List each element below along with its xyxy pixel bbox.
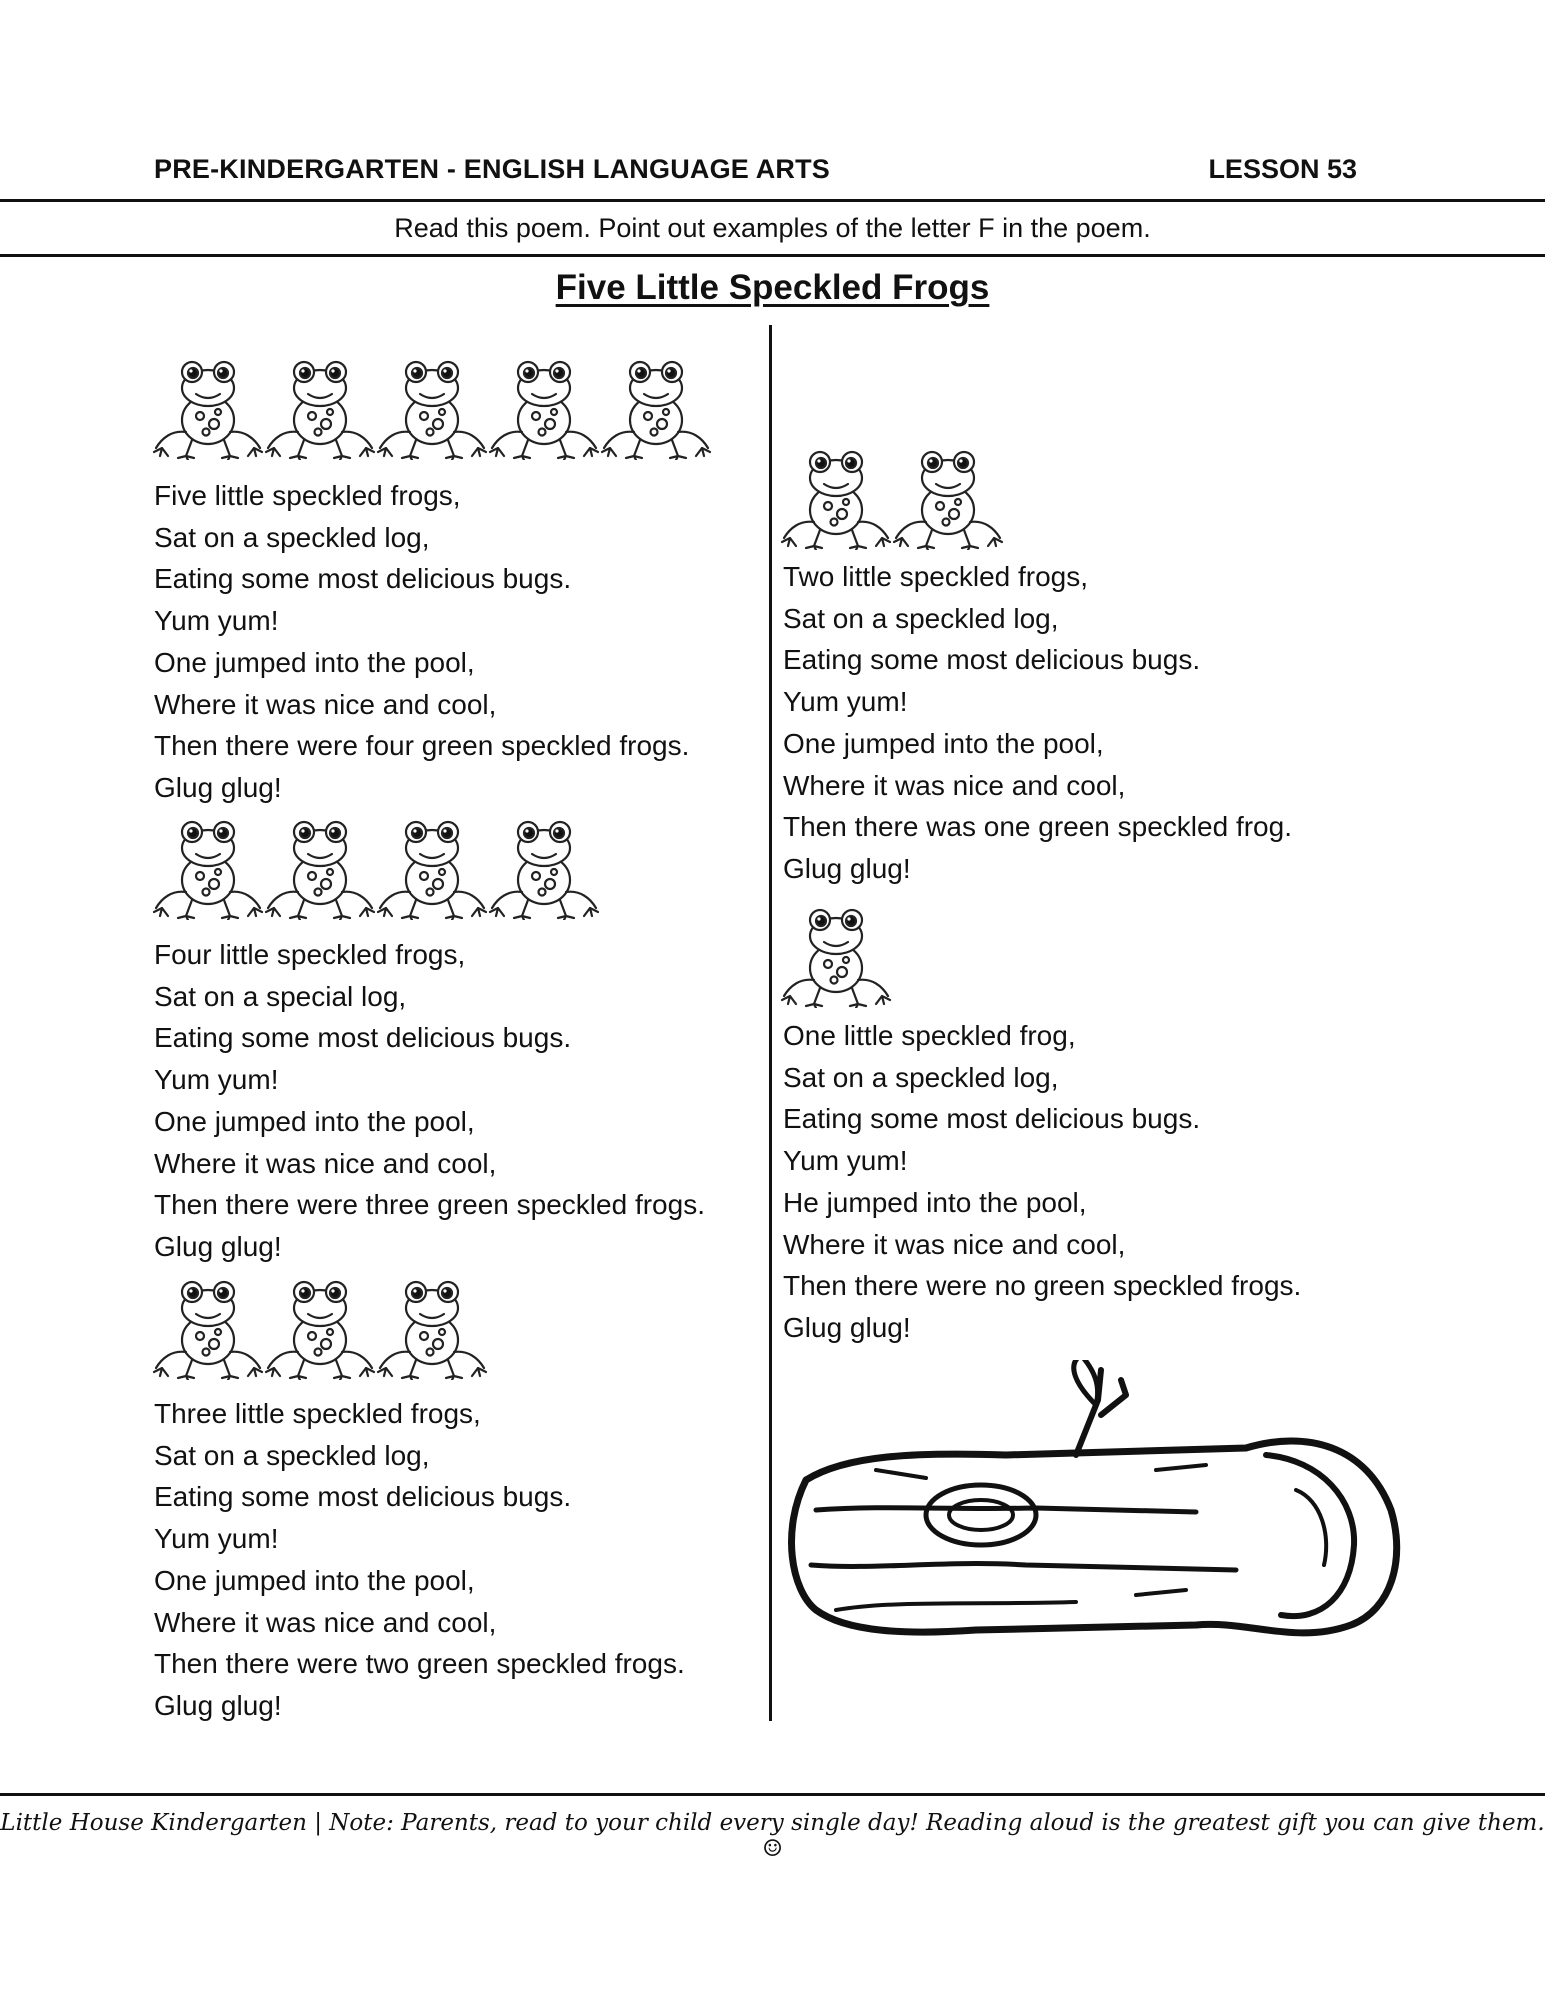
poem-line: Then there were four green speckled frogs. [154,730,690,762]
instruction-text: Read this poem. Point out examples of the letter F in the poem. [394,213,1151,243]
poem-title: Five Little Speckled Frogs [555,268,990,307]
frog-icon [892,442,1004,550]
poem-line: Yum yum! [783,1145,908,1177]
poem-line: Glug glug! [154,771,282,803]
column-divider [769,325,772,1721]
poem-line: Glug glug! [154,1230,282,1262]
frog-icon [152,1272,264,1380]
frog-icon [780,442,892,550]
poem-line: Four little speckled frogs, [154,939,466,970]
frog-icon [780,900,892,1008]
poem-line: Glug glug! [154,1689,282,1721]
poem-line: Yum yum! [154,605,279,637]
poem-line: Glug glug! [783,1311,911,1343]
poem-line: Eating some most delicious bugs. [783,1103,1201,1135]
header-rule [0,199,1545,202]
poem-line: Eating some most delicious bugs. [154,1022,572,1054]
frog-row-2 [780,442,1004,550]
frog-row-1 [780,900,892,1008]
frog-icon [376,352,488,460]
poem-line: One jumped into the pool, [783,727,1104,759]
poem-line: Sat on a speckled log, [154,521,430,553]
poem-line: Eating some most delicious bugs. [154,1481,572,1513]
poem-line: Yum yum! [154,1064,279,1096]
instruction-rule [0,254,1545,257]
poem-line: Then there were two green speckled frogs. [154,1648,685,1680]
frog-icon [264,352,376,460]
frog-icon [488,352,600,460]
poem-line: Eating some most delicious bugs. [154,563,572,595]
poem-line: Where it was nice and cool, [154,1606,497,1638]
poem-line: Eating some most delicious bugs. [783,644,1201,676]
poem-line: He jumped into the pool, [783,1186,1087,1218]
poem-line: One little speckled frog, [783,1020,1076,1051]
frog-icon [488,812,600,920]
frog-icon [376,1272,488,1380]
stanza-three [154,1393,685,1727]
stanza-one [783,1015,1301,1349]
poem-line: Where it was nice and cool, [783,769,1126,801]
footer-rule [0,1793,1545,1796]
frog-icon [376,812,488,920]
poem-line: One jumped into the pool, [154,1564,475,1596]
frog-icon [600,352,712,460]
frog-row-5 [152,352,712,460]
frog-row-4 [152,812,600,920]
lesson-number: LESSON 53 [1208,154,1357,184]
poem-line: Then there were three green speckled frogs. [154,1189,705,1221]
poem-line: One jumped into the pool, [154,1105,475,1137]
poem-line: Then there were no green speckled frogs. [783,1270,1302,1302]
poem-line: Where it was nice and cool, [783,1228,1126,1260]
poem-line: Where it was nice and cool, [154,1147,497,1179]
poem-line: Glug glug! [783,852,911,884]
poem-line: Sat on a special log, [154,980,407,1012]
poem-line: Where it was nice and cool, [154,688,497,720]
frog-icon [264,1272,376,1380]
frog-row-3 [152,1272,488,1380]
poem-line: Two little speckled frogs, [783,561,1089,592]
subject-heading: PRE-KINDERGARTEN - ENGLISH LANGUAGE ARTS [154,154,831,184]
poem-line: Sat on a speckled log, [783,602,1059,634]
poem-line: Yum yum! [783,686,908,718]
frog-icon [152,352,264,460]
frog-icon [264,812,376,920]
poem-line: One jumped into the pool, [154,646,475,678]
poem-line: Sat on a speckled log, [154,1439,430,1471]
poem-line: Three little speckled frogs, [154,1398,481,1429]
stanza-five [154,475,689,809]
frog-icon [152,812,264,920]
poem-line: Five little speckled frogs, [154,480,461,511]
stanza-four [154,934,705,1268]
poem-line: Then there was one green speckled frog. [783,811,1292,843]
log-icon [776,1360,1406,1660]
poem-line: Yum yum! [154,1523,279,1555]
poem-line: Sat on a speckled log, [783,1061,1059,1093]
footer-note: Little House Kindergarten | Note: Parents, read to your child every single day! Reading aloud is the greatest gift you can give them. ☺ [0,1810,1545,1862]
stanza-two [783,556,1292,890]
